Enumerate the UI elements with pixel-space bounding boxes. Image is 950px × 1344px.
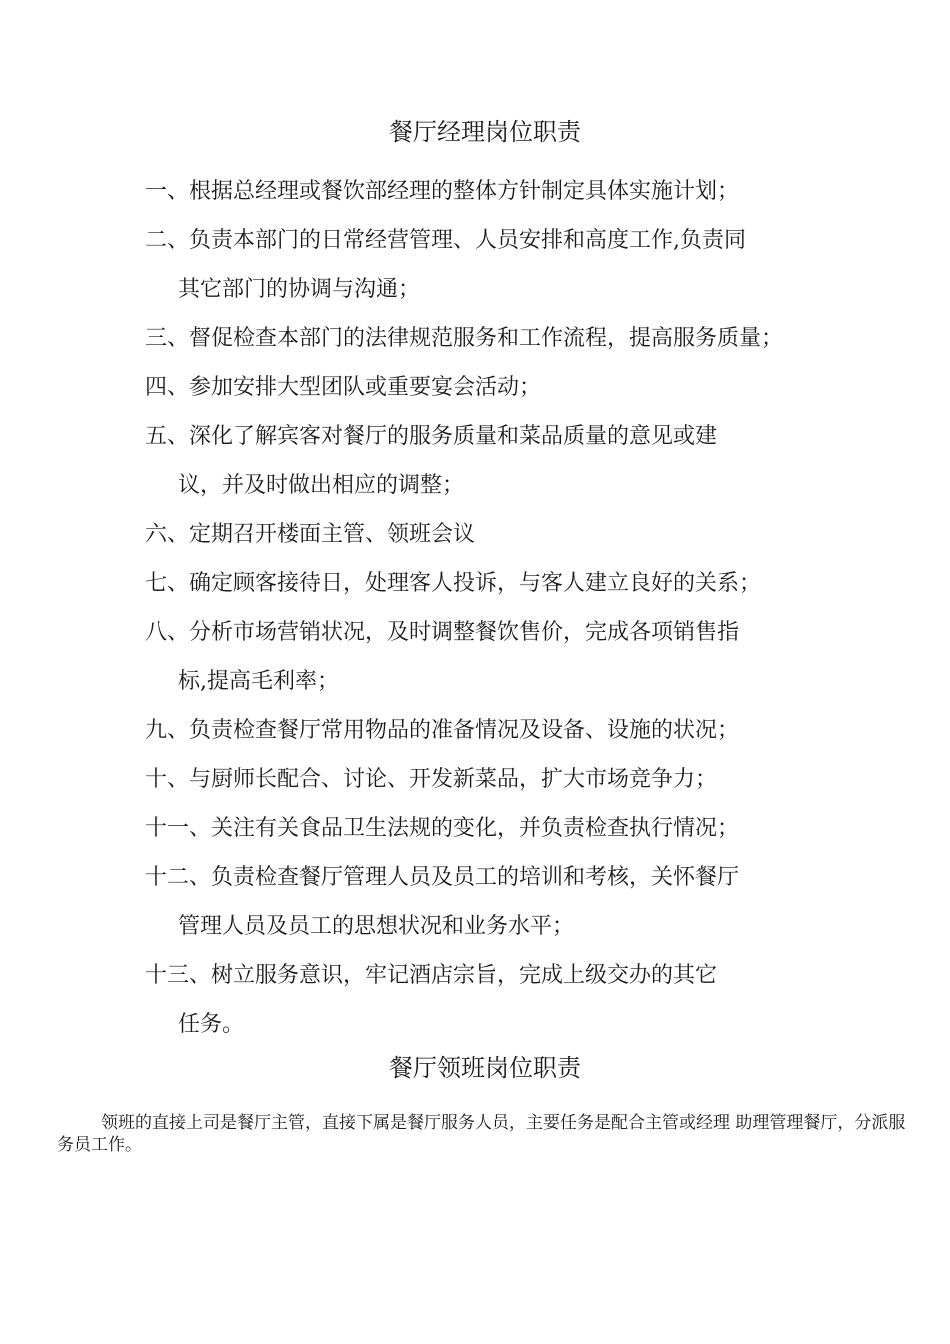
- duty-text: 六、定期召开楼面主管、领班会议: [145, 522, 476, 547]
- duty-text: 三、督促检查本部门的法律规范服务和工作流程，提高服务质量；: [145, 326, 784, 351]
- duty-text: 二、负责本部门的日常经营管理、人员安排和高度工作,负责同: [145, 228, 746, 253]
- page-title: 餐厅经理岗位职责: [389, 118, 581, 146]
- duty-item: [145, 167, 783, 216]
- duty-text: 十二、负责检查餐厅管理人员及员工的培训和考核，关怀餐厅: [145, 865, 740, 890]
- section-intro-paragraph: 领班的直接上司是餐厅主管，直接下属是餐厅服务人员，主要任务是配合主管或经理 助理管理餐厅，分派服务员工作。: [57, 1113, 906, 1155]
- duty-item: [145, 216, 783, 314]
- duty-item: [145, 363, 783, 412]
- duty-item: [145, 608, 783, 706]
- duty-text-continuation: 任务。: [178, 1012, 245, 1037]
- duty-item: [145, 314, 783, 363]
- duty-text: 九、负责检查餐厅常用物品的准备情况及设备、设施的状况；: [145, 718, 740, 743]
- duty-text-continuation: 标,提高毛利率；: [178, 669, 339, 694]
- duty-text: 五、深化了解宾客对餐厅的服务质量和菜品质量的意见或建: [145, 424, 718, 449]
- duty-item: [145, 804, 783, 853]
- duty-item: [145, 853, 783, 951]
- duty-item: [145, 755, 783, 804]
- duty-text: 七、确定顾客接待日，处理客人投诉，与客人建立良好的关系；: [145, 571, 762, 596]
- duty-text: 四、参加安排大型团队或重要宴会活动；: [145, 375, 542, 400]
- duty-text: 一、根据总经理或餐饮部经理的整体方针制定具体实施计划；: [145, 179, 740, 204]
- duty-text: 十三、树立服务意识，牢记酒店宗旨，完成上级交办的其它: [145, 963, 718, 988]
- section-title: 餐厅领班岗位职责: [389, 1054, 581, 1082]
- duty-text-continuation: 其它部门的协调与沟通；: [178, 277, 421, 302]
- duty-text: 八、分析市场营销状况，及时调整餐饮售价，完成各项销售指: [145, 620, 740, 645]
- duty-item: [145, 510, 783, 559]
- duty-text: 十、与厨师长配合、讨论、开发新菜品，扩大市场竞争力；: [145, 767, 718, 792]
- duty-text-continuation: 管理人员及员工的思想状况和业务水平；: [178, 914, 575, 939]
- duty-list: [145, 167, 783, 1049]
- duty-text-continuation: 议，并及时做出相应的调整；: [178, 473, 465, 498]
- duty-item: [145, 559, 783, 608]
- duty-text: 十一、关注有关食品卫生法规的变化，并负责检查执行情况；: [145, 816, 740, 841]
- duty-item: [145, 706, 783, 755]
- duty-item: [145, 951, 783, 1049]
- duty-item: [145, 412, 783, 510]
